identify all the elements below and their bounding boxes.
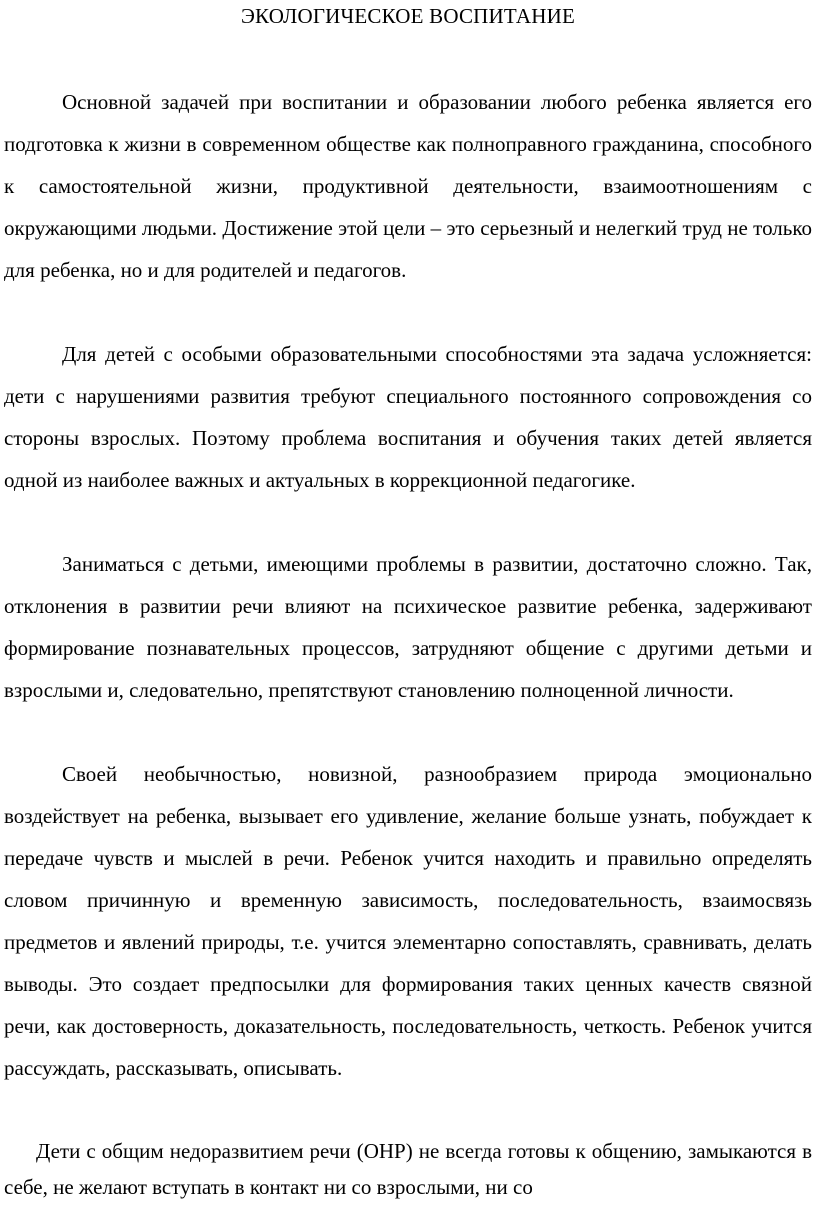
document-title: ЭКОЛОГИЧЕСКОЕ ВОСПИТАНИЕ xyxy=(240,4,576,28)
paragraph-1: Основной задачей при воспитании и образовании любого ребенка является его подготовка к жизни в современном обществе как полноправного гражданина, способного к самостоятельной жизни, продуктивной деятельности, взаимоотношениям с окружающими людьми. Достижение этой цели – это серьезный и нелегкий труд не только для ребенка, но и для родителей и педагогов. xyxy=(4,90,812,282)
paragraph-5: Дети с общим недоразвитием речи (ОНР) не всегда готовы к общению, замыкаются в себе, не желают вступать в контакт ни со взрослыми, ни со xyxy=(4,1139,812,1199)
paragraph-2: Для детей с особыми образовательными способностями эта задача усложняется: дети с нарушениями развития требуют специального постоянного сопровождения со стороны взрослых. Поэтому проблема воспитания и обучения таких детей является одной из наиболее важных и актуальных в коррекционной педагогике. xyxy=(4,342,812,492)
paragraph-4: Своей необычностью, новизной, разнообразием природа эмоционально воздействует на ребенка, вызывает его удивление, желание больше узнать, побуждает к передаче чувств и мыслей в речи. Ребенок учится находить и правильно определять словом причинную и временную зависимость, последовательность, взаимосвязь предметов и явлений природы, т.е. учится элементарно сопоставлять, сравнивать, делать выводы. Это создает предпосылки для формирования таких ценных качеств связной речи, как достоверность, доказательность, последовательность, четкость. Ребенок учится рассуждать, рассказывать, описывать. xyxy=(4,762,812,1080)
paragraph-3: Заниматься с детьми, имеющими проблемы в развитии, достаточно сложно. Так, отклонения в развитии речи влияют на психическое развитие ребенка, задерживают формирование познавательных процессов, затрудняют общение с другими детьми и взрослыми и, следовательно, препятствуют становлению полноценной личности. xyxy=(4,552,812,702)
